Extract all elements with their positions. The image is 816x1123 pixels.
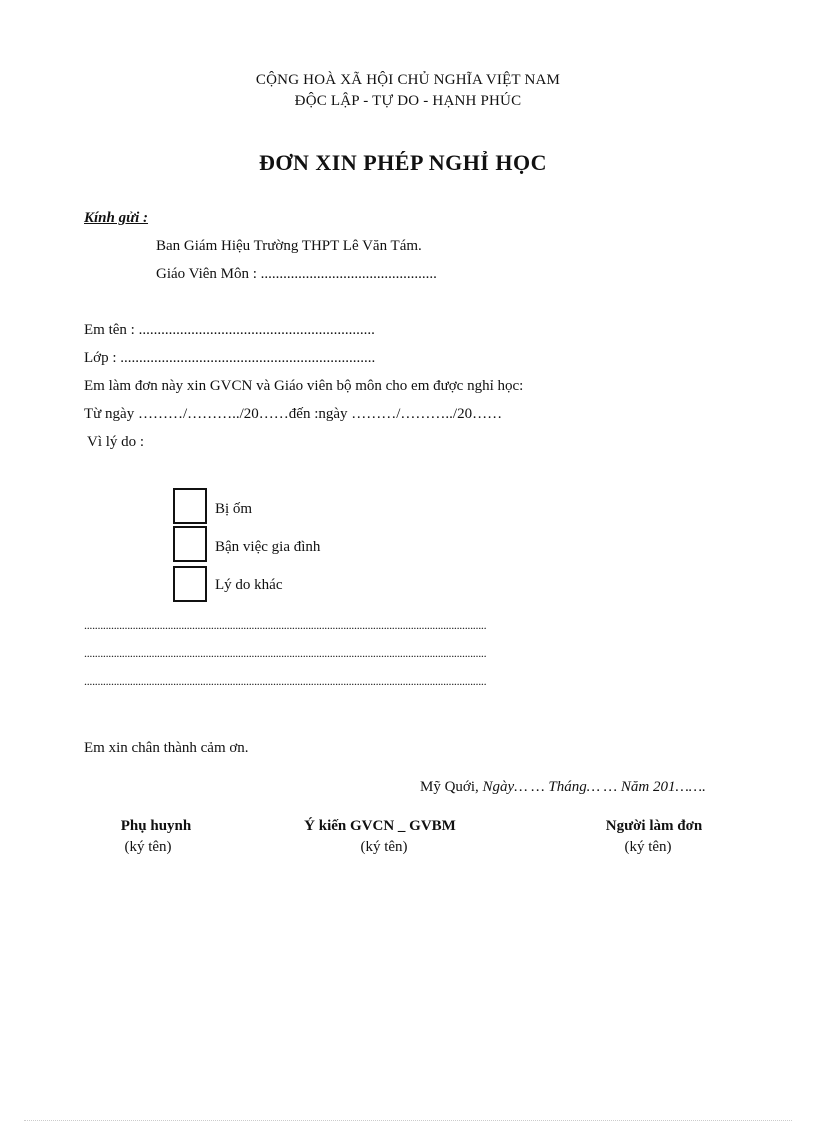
page-bottom-border	[24, 1120, 792, 1121]
dotted-line: .....................................................................................................................................................	[84, 618, 487, 632]
national-title: CỘNG HOÀ XÃ HỘI CHỦ NGHĨA VIỆT NAM	[255, 72, 561, 88]
national-motto: ĐỘC LẬP - TỰ DO - HẠNH PHÚC	[294, 93, 522, 109]
recipient-teacher: Giáo Viên Môn : ...............................................	[156, 266, 437, 282]
checkbox-sick[interactable]	[173, 488, 207, 524]
signature-student-note: (ký tên)	[624, 839, 672, 855]
recipient-label: Kính gửi :	[84, 210, 149, 226]
reason-other-label: Lý do khác	[215, 577, 283, 593]
request-text: Em làm đơn này xin GVCN và Giáo viên bộ môn cho em được nghỉ học:	[84, 378, 524, 394]
student-class-field: Lớp : ....................................................................	[84, 350, 376, 366]
place-text: Mỹ Quới,	[420, 779, 479, 795]
checkbox-other-reason[interactable]	[173, 566, 207, 602]
student-name-field: Em tên : ...............................................................	[84, 322, 375, 338]
signature-parent-role: Phụ huynh	[120, 818, 192, 834]
place-date	[420, 779, 706, 796]
dotted-line: .....................................................................................................................................................	[84, 674, 487, 688]
signature-parent-note: (ký tên)	[124, 839, 172, 855]
recipient-school: Ban Giám Hiệu Trường THPT Lê Văn Tám.	[156, 238, 422, 254]
reason-sick-label: Bị ốm	[215, 501, 253, 517]
signature-teacher-role: Ý kiến GVCN _ GVBM	[304, 818, 456, 834]
date-text: Ngày… … Tháng… … Năm 201…….	[482, 779, 706, 795]
reason-family-label: Bận việc gia đình	[215, 539, 321, 555]
signature-teacher-note: (ký tên)	[360, 839, 408, 855]
signature-student-role: Người làm đơn	[605, 818, 703, 834]
closing-text: Em xin chân thành cảm ơn.	[84, 740, 249, 756]
document-title: ĐƠN XIN PHÉP NGHỈ HỌC	[259, 150, 547, 175]
reason-label: Vì lý do :	[87, 434, 145, 450]
date-range-field: Từ ngày ………/………../20……đến :ngày ………/………../20……	[84, 406, 503, 422]
checkbox-family-matters[interactable]	[173, 526, 207, 562]
dotted-line: .....................................................................................................................................................	[84, 646, 487, 660]
